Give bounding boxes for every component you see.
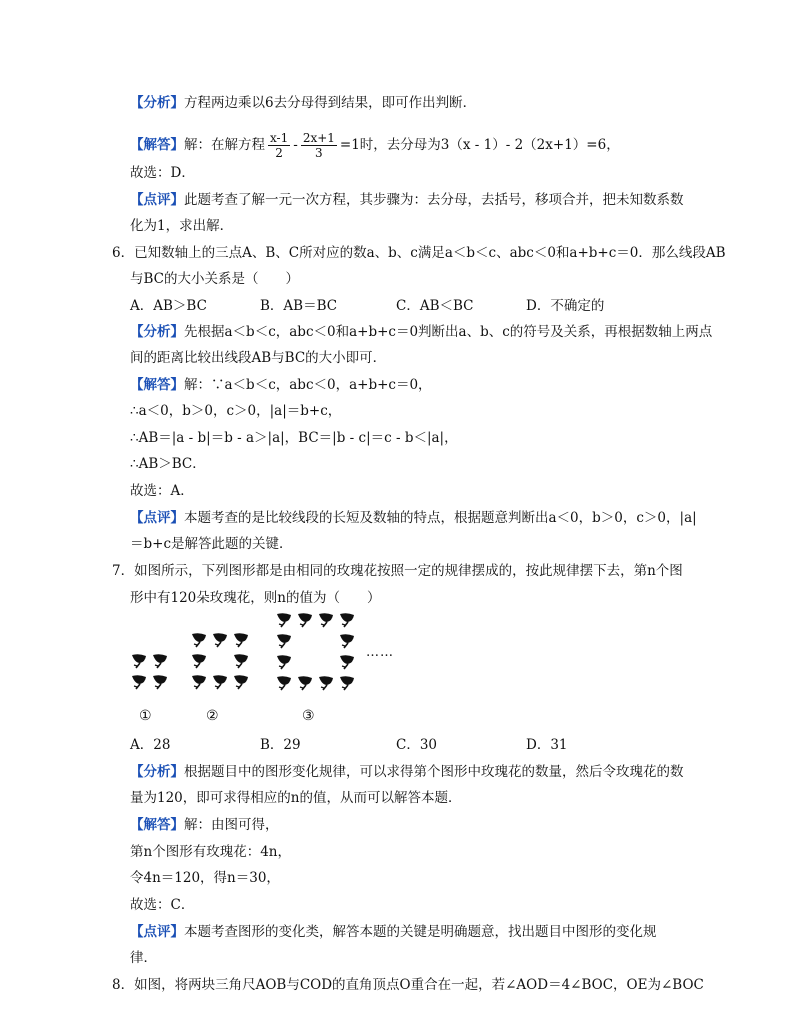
q6-stem-line-2: 与BC的大小关系是（ ） <box>130 271 300 287</box>
answer-tag: 【解答】 <box>130 137 184 153</box>
rose-icon <box>130 653 148 669</box>
q7-answer-line-3: 令4n＝120，得n＝30， <box>130 870 280 886</box>
q7-answer-line-1 <box>130 815 279 835</box>
rose-icon <box>338 654 356 670</box>
analysis-tag: 【分析】 <box>130 324 184 340</box>
rose-icon <box>232 632 250 648</box>
figure-label-3: ③ <box>302 708 315 724</box>
analysis-text: 根据题目中的图形变化规律，可以求得第个图形中玫瑰花的数量，然后令玫瑰花的数 <box>184 764 684 780</box>
q6-answer-line-1 <box>130 375 432 395</box>
q6-stem-line-1: 6．已知数轴上的三点A、B、C所对应的数a、b、c满足a＜b＜c、abc＜0和a+b+c＝0．那么线段AB <box>112 245 726 261</box>
rose-icon <box>211 632 229 648</box>
analysis-tag: 【分析】 <box>130 95 184 111</box>
q7-stem-line-2: 形中有120朵玫瑰花，则n的值为（ ） <box>130 590 381 606</box>
answer-text-post: =1时，去分母为3（x - 1）- 2（2x+1）=6， <box>339 137 620 153</box>
fraction-1-denominator: 2 <box>275 146 283 160</box>
prev-comment-line-1 <box>130 190 684 210</box>
rose-icon <box>275 675 293 691</box>
q8-stem-line-1: 8．如图，将两块三角尺AOB与COD的直角顶点O重合在一起，若∠AOD＝4∠BOC，OE为∠BOC <box>112 977 704 993</box>
answer-tag: 【解答】 <box>130 817 184 833</box>
rose-icon <box>317 675 335 691</box>
rose-icon <box>275 654 293 670</box>
fraction-2-numerator: 2x+1 <box>302 131 335 145</box>
answer-text: 解：由图可得， <box>184 817 279 833</box>
q7-stem-line-1: 7．如图所示，下列图形都是由相同的玫瑰花按照一定的规律摆成的，按此规律摆下去，第n个图 <box>112 563 683 579</box>
analysis-text: 先根据a＜b＜c，abc＜0和a+b+c＝0判断出a、b、c的符号及关系，再根据数轴上两点 <box>184 324 713 340</box>
rose-icon <box>338 633 356 649</box>
comment-tag: 【点评】 <box>130 924 184 940</box>
q6-comment-line-2: ＝b+c是解答此题的关键． <box>130 536 293 552</box>
comment-text: 本题考查图形的变化类，解答本题的关键是明确题意，找出题目中图形的变化规 <box>184 924 657 940</box>
q6-answer-line-4: ∴AB＞BC． <box>130 456 206 472</box>
q6-option-b: B．AB＝BC <box>260 298 338 314</box>
answer-tag: 【解答】 <box>130 377 184 393</box>
prev-comment-line-2: 化为1，求出解． <box>130 218 234 234</box>
rose-icon <box>190 674 208 690</box>
prev-answer <box>130 125 620 165</box>
rose-icon <box>232 674 250 690</box>
q6-analysis-line-2: 间的距离比较出线段AB与BC的大小即可． <box>130 350 387 366</box>
rose-icon <box>317 612 335 628</box>
rose-icon <box>296 612 314 628</box>
q7-option-c: C．30 <box>396 737 438 753</box>
comment-tag: 【点评】 <box>130 192 184 208</box>
rose-icon <box>232 653 250 669</box>
rose-icon <box>275 612 293 628</box>
q6-comment-line-1 <box>130 508 697 528</box>
rose-icon <box>211 674 229 690</box>
minus-sign: - <box>293 137 298 153</box>
prev-analysis <box>130 93 476 113</box>
figure-label-2: ② <box>206 708 219 724</box>
comment-tag: 【点评】 <box>130 510 184 526</box>
q6-option-a: A．AB＞BC <box>130 298 207 314</box>
rose-icon <box>338 612 356 628</box>
fraction-1 <box>268 131 290 160</box>
q6-analysis-line-1 <box>130 322 712 342</box>
fraction-2-denominator: 3 <box>315 146 323 160</box>
fraction-1-numerator: x-1 <box>270 131 289 145</box>
q7-analysis-line-2: 量为120，即可求得相应的n的值，从而可以解答本题． <box>130 790 462 806</box>
q6-answer-line-3: ∴AB＝|a - b|＝b - a＞|a|，BC＝|b - c|＝c - b＜|a|， <box>130 430 458 446</box>
q6-option-c: C．AB＜BC <box>396 298 474 314</box>
answer-text: 解：∵a＜b＜c，abc＜0，a+b+c＝0， <box>184 377 432 393</box>
q7-comment-line-1 <box>130 922 657 942</box>
fraction-2 <box>301 131 337 160</box>
q6-option-d: D．不确定的 <box>526 298 605 314</box>
q7-comment-line-2: 律． <box>130 950 157 966</box>
rose-icon <box>338 675 356 691</box>
comment-text: 本题考查的是比较线段的长短及数轴的特点，根据题意判断出a＜0，b＞0，c＞0，|a| <box>184 510 697 526</box>
rose-icon <box>275 633 293 649</box>
figure-ellipsis: …… <box>366 645 394 660</box>
analysis-tag: 【分析】 <box>130 764 184 780</box>
rose-icon <box>296 675 314 691</box>
answer-text-pre: 解：在解方程 <box>184 137 265 153</box>
comment-text: 此题考查了解一元一次方程，其步骤为：去分母，去括号，移项合并，把未知数系数 <box>184 192 684 208</box>
analysis-text: 方程两边乘以6去分母得到结果，即可作出判断． <box>184 95 477 111</box>
rose-icon <box>151 653 169 669</box>
prev-choose: 故选：D． <box>130 165 195 181</box>
q6-choose: 故选：A． <box>130 483 194 499</box>
q7-option-d: D．31 <box>526 737 568 753</box>
rose-icon <box>190 632 208 648</box>
q6-answer-line-2: ∴a＜0，b＞0，c＞0，|a|＝b+c， <box>130 403 342 419</box>
q7-option-a: A．28 <box>130 737 171 753</box>
q7-analysis-line-1 <box>130 762 684 782</box>
rose-icon <box>151 674 169 690</box>
rose-icon <box>130 674 148 690</box>
rose-icon <box>190 653 208 669</box>
figure-label-1: ① <box>139 708 152 724</box>
q7-choose: 故选：C． <box>130 897 195 913</box>
q7-option-b: B．29 <box>260 737 301 753</box>
q7-answer-line-2: 第n个图形有玫瑰花：4n， <box>130 844 291 860</box>
